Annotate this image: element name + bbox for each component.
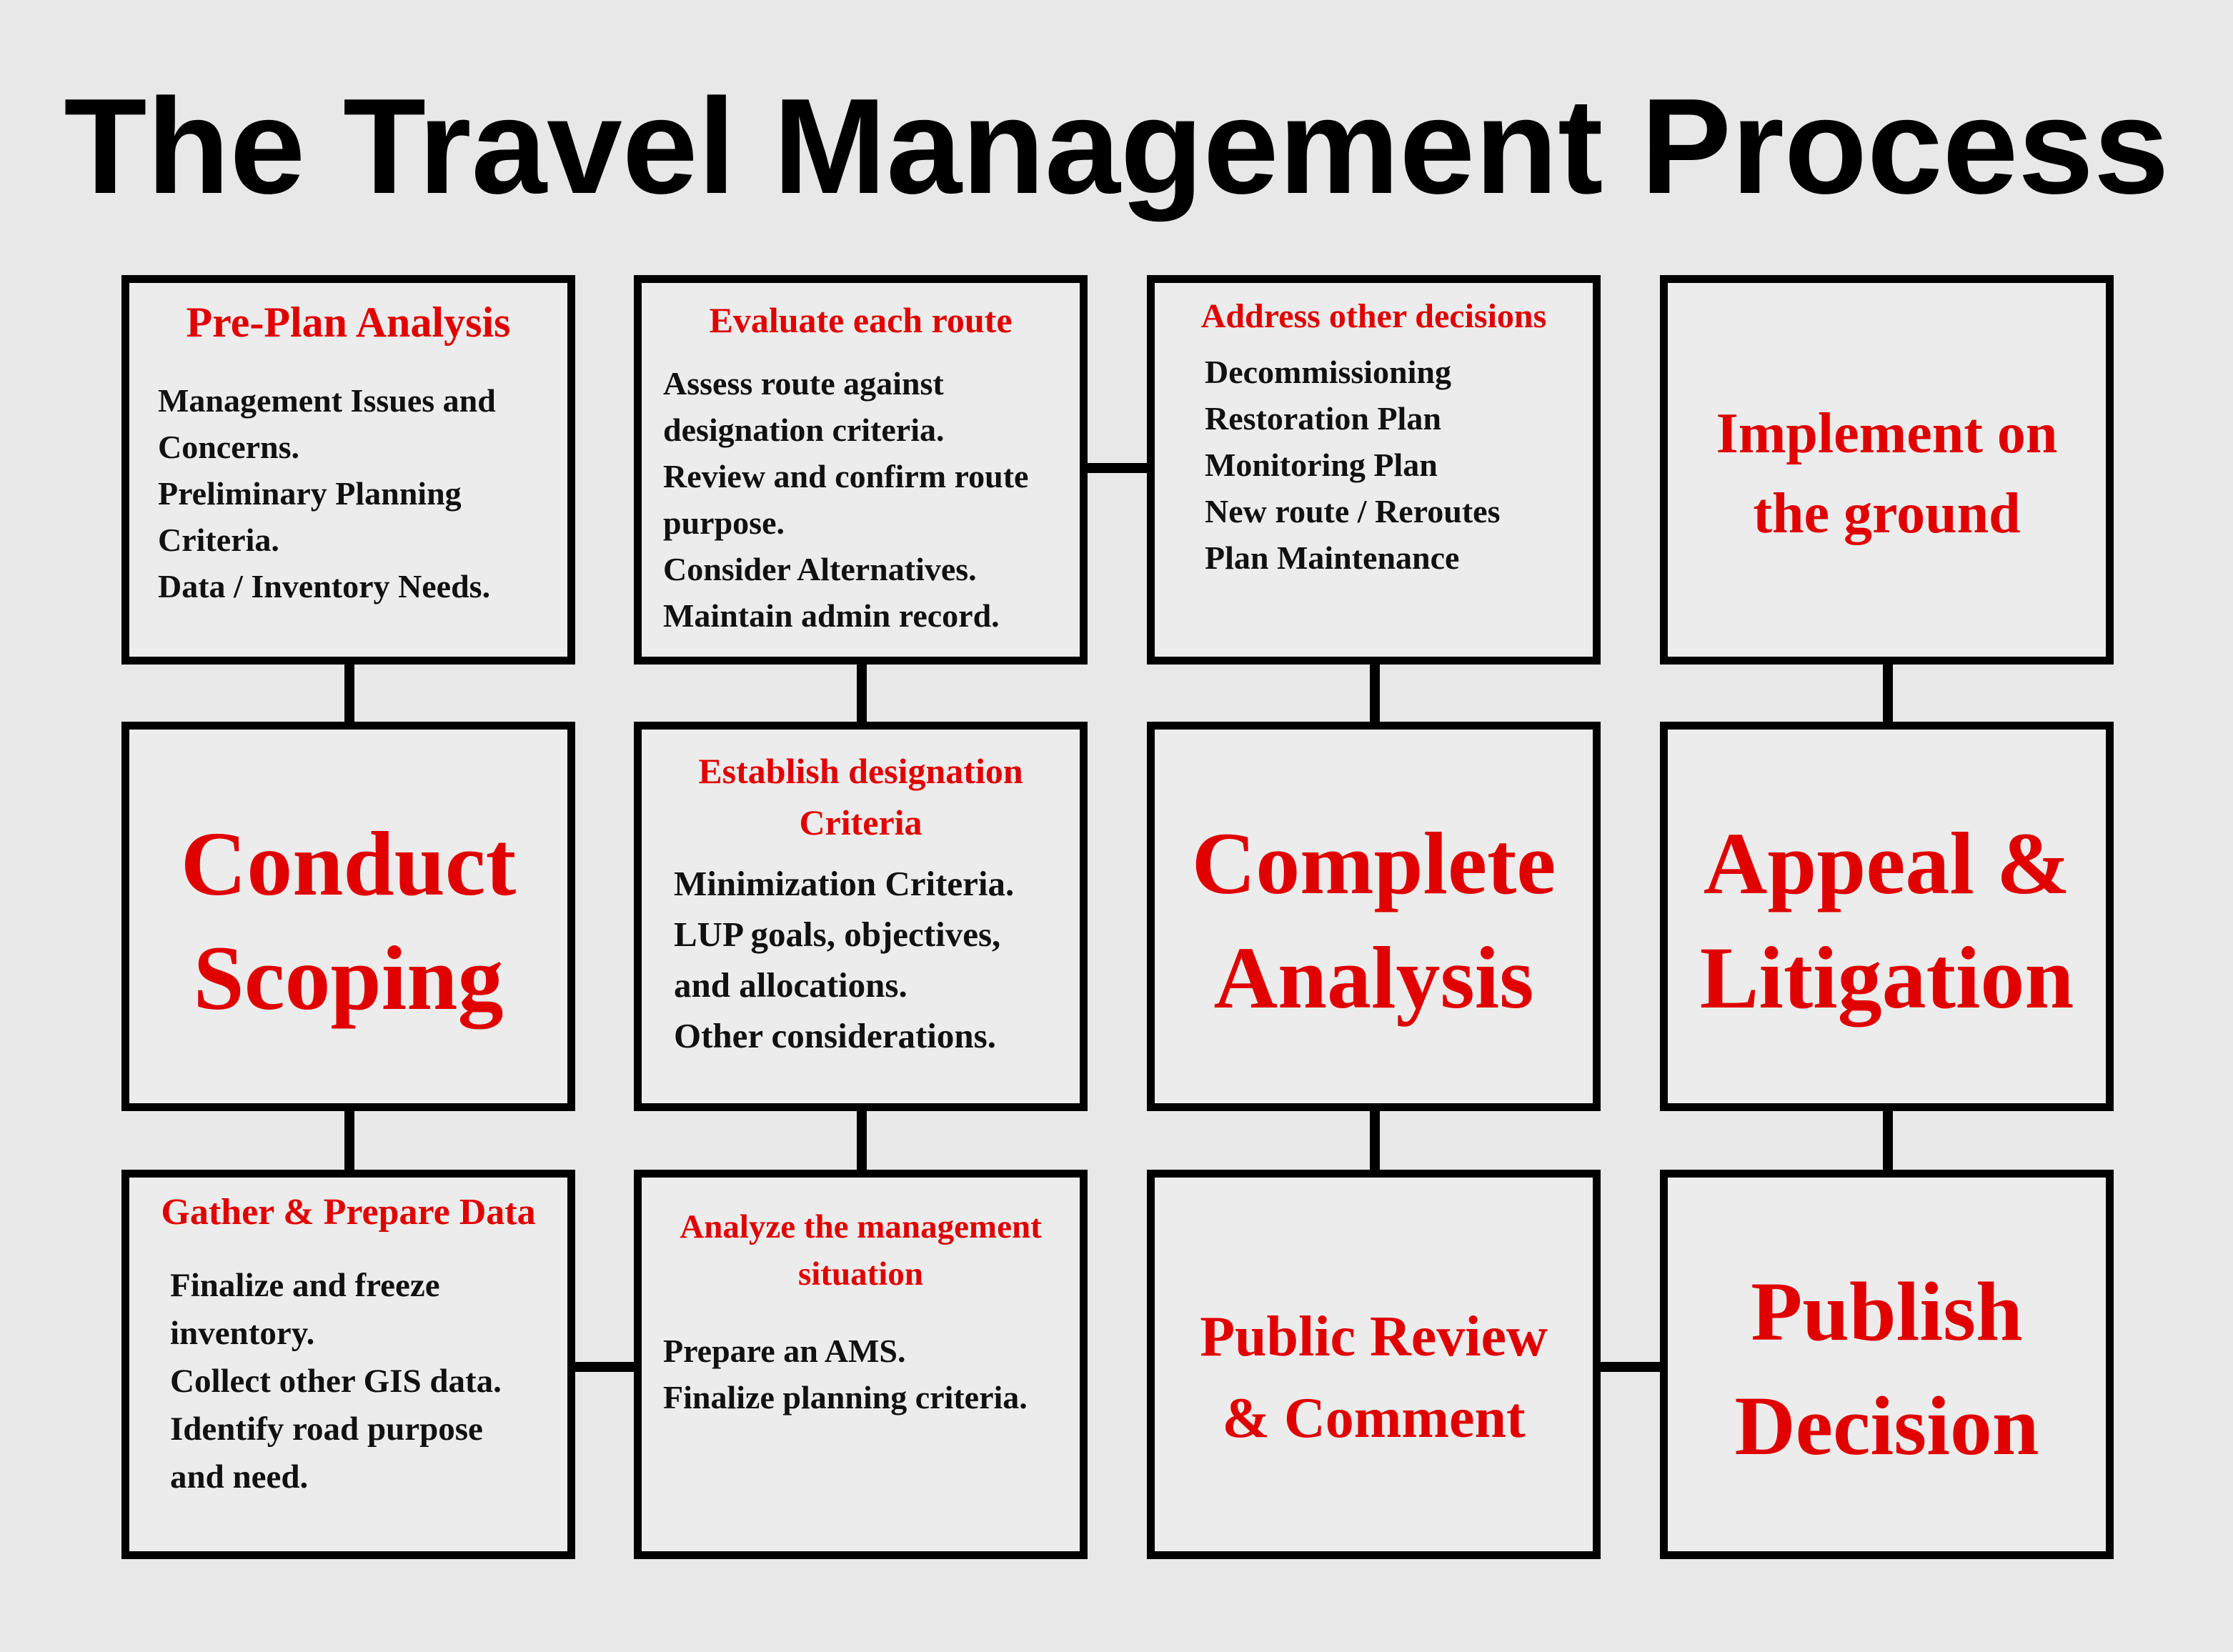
body-line: designation criteria. [663, 412, 945, 448]
body-line: Identify road purpose [170, 1410, 483, 1448]
body-line: New route / Reroutes [1205, 493, 1501, 529]
box-heading: Gather & Prepare Data [161, 1192, 536, 1233]
box-publish-decision [1660, 1170, 2114, 1559]
connector-establish-evaluate [857, 657, 867, 729]
box-label [1668, 807, 2106, 1035]
connector-scoping-gather [344, 1104, 354, 1175]
body-line: and allocations. [674, 965, 907, 1005]
box-label [1668, 394, 2106, 554]
box-body [663, 1328, 1028, 1420]
box-public-review [1147, 1170, 1601, 1559]
label-line: & Comment [1222, 1387, 1526, 1450]
connector-evaluate-address [1083, 463, 1154, 473]
body-line: Management Issues and [158, 382, 496, 419]
connector-publish-appeal [1883, 1104, 1893, 1175]
body-line: Restoration Plan [1205, 400, 1441, 437]
label-line: Complete [1191, 815, 1556, 912]
body-line: Concerns. [158, 429, 300, 465]
body-line: LUP goals, objectives, [674, 915, 1001, 954]
connector-address-complete [1370, 657, 1380, 729]
box-label [1668, 1255, 2106, 1483]
body-line: Finalize planning criteria. [663, 1379, 1028, 1415]
label-line: Litigation [1699, 929, 2074, 1027]
box-implement-ground [1660, 275, 2114, 665]
box-conduct-scoping [121, 722, 575, 1111]
label-line: Appeal & [1703, 815, 2071, 912]
body-line: Data / Inventory Needs. [158, 568, 491, 604]
heading-line: Criteria [799, 802, 922, 842]
box-appeal-litigation [1660, 722, 2114, 1111]
body-line: Prepare an AMS. [663, 1333, 906, 1369]
box-analyze-situation [634, 1170, 1088, 1559]
connector-appeal-implement [1883, 657, 1893, 729]
label-line: Conduct [180, 813, 517, 915]
body-line: Preliminary Planning [158, 475, 462, 512]
heading-line: situation [798, 1255, 923, 1293]
box-label [129, 807, 567, 1035]
box-establish-criteria [634, 722, 1088, 1111]
connector-preplan-scoping [344, 657, 354, 729]
connector-analyze-establish [857, 1104, 867, 1175]
heading-line: Establish designation [698, 751, 1023, 791]
body-line: purpose. [663, 504, 785, 541]
body-line: Consider Alternatives. [663, 551, 977, 587]
box-evaluate-route [634, 275, 1088, 665]
label-line: the ground [1753, 482, 2021, 545]
box-heading: Address other decisions [1200, 297, 1547, 335]
diagram-title: The Travel Management Process [64, 71, 2169, 222]
box-complete-analysis [1147, 722, 1601, 1111]
label-line: Publish [1751, 1265, 2023, 1358]
body-line: and need. [170, 1458, 309, 1496]
box-body [158, 377, 496, 609]
box-heading: Pre-Plan Analysis [186, 299, 511, 346]
heading-line: Analyze the management [680, 1208, 1042, 1245]
box-heading: Evaluate each route [709, 300, 1013, 340]
label-line: Analysis [1213, 929, 1534, 1027]
body-line: Other considerations. [674, 1016, 996, 1055]
label-line: Decision [1734, 1379, 2039, 1473]
connector-public-publish [1593, 1362, 1665, 1372]
body-line: Plan Maintenance [1205, 539, 1460, 576]
body-line: Minimization Criteria. [674, 864, 1015, 903]
body-line: Assess route against [663, 365, 944, 402]
connector-complete-public [1370, 1104, 1380, 1175]
label-line: Scoping [193, 927, 504, 1029]
label-line: Implement on [1716, 402, 2058, 465]
box-body [663, 360, 1028, 639]
body-line: inventory. [170, 1315, 315, 1352]
body-line: Collect other GIS data. [170, 1363, 502, 1400]
box-heading [642, 745, 1080, 848]
box-body [170, 1262, 502, 1501]
box-gather-prepare-data [121, 1170, 575, 1559]
body-line: Review and confirm route [663, 458, 1029, 494]
box-address-decisions [1147, 275, 1601, 665]
body-line: Criteria. [158, 522, 279, 558]
body-line: Maintain admin record. [663, 597, 1000, 634]
box-label [1155, 1296, 1593, 1459]
body-line: Decommissioning [1205, 354, 1451, 390]
connector-gather-analyze [572, 1362, 643, 1372]
body-line: Monitoring Plan [1205, 447, 1438, 483]
box-body [674, 858, 1014, 1061]
box-heading [642, 1203, 1080, 1298]
box-body [1205, 349, 1500, 581]
body-line: Finalize and freeze [170, 1267, 440, 1304]
label-line: Public Review [1200, 1305, 1548, 1368]
box-preplan-analysis [121, 275, 575, 665]
box-label [1155, 807, 1593, 1035]
